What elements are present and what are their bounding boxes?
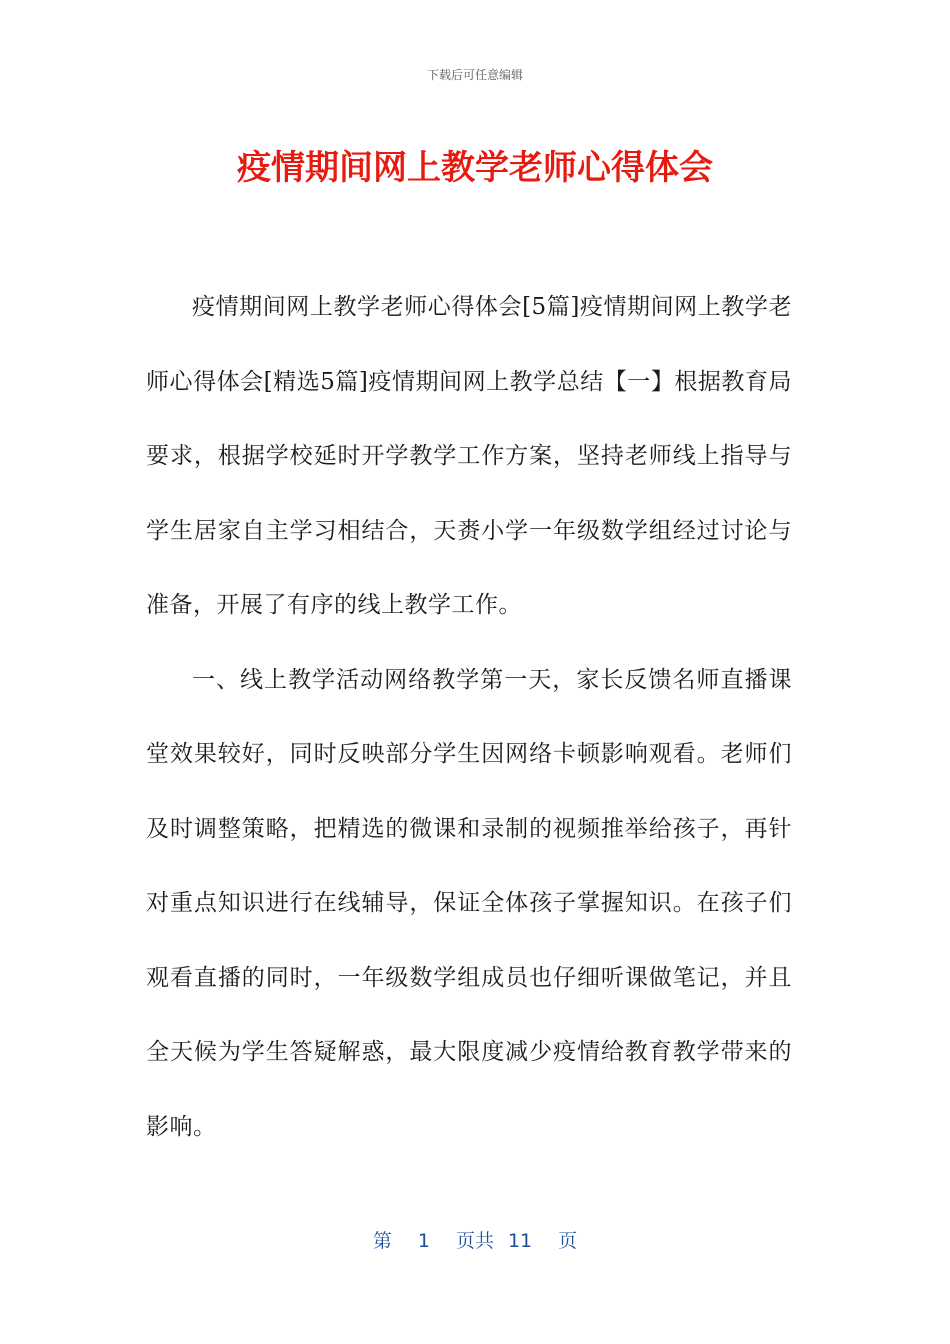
footer-current-page: 1 <box>417 1230 430 1252</box>
paragraph-1: 疫情期间网上教学老师心得体会[5篇]疫情期间网上教学老师心得体会[精选5篇]疫情期间网上教学总结【一】根据教育局要求，根据学校延时开学教学工作方案，坚持老师线上指导与学生居家自主学习相结合，天赉小学一年级数学组经过讨论与准备，开展了有序的线上教学工作。 <box>146 294 792 618</box>
page-footer <box>0 1226 950 1253</box>
footer-prefix: 第 <box>372 1230 392 1252</box>
header-note: 下载后可任意编辑 <box>426 68 523 82</box>
document-title: 疫情期间网上教学老师心得体会 <box>237 148 713 188</box>
footer-middle: 页共 <box>455 1230 494 1252</box>
footer-suffix: 页 <box>558 1230 578 1252</box>
paragraph-2: 一、线上教学活动网络教学第一天，家长反馈名师直播课堂效果较好，同时反映部分学生因网络卡顿影响观看。老师们及时调整策略，把精选的微课和录制的视频推举给孩子，再针对重点知识进行在线辅导，保证全体孩子掌握知识。在孩子们观看直播的同时，一年级数学组成员也仔细听课做笔记，并且全天候为学生答疑解惑，最大限度减少疫情给教育教学带来的影响。 <box>146 666 792 1140</box>
footer-total-pages: 11 <box>507 1230 533 1252</box>
document-body <box>146 270 792 1164</box>
